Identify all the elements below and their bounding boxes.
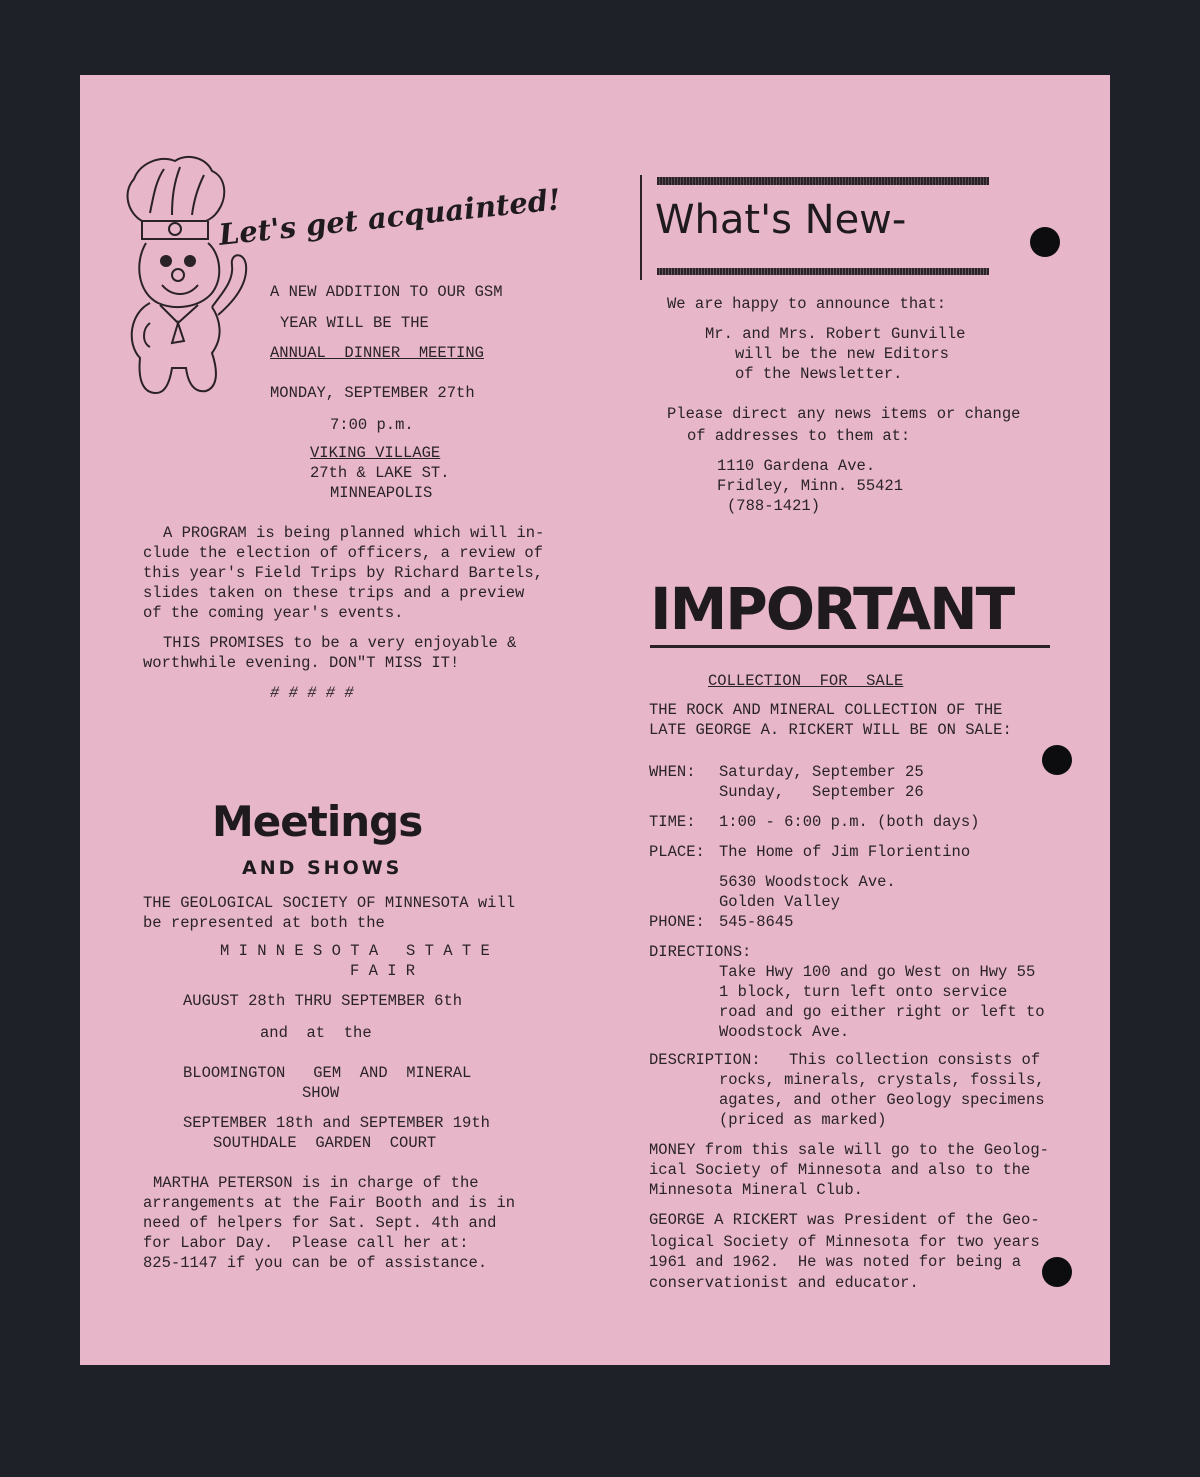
punch-hole: [1042, 1257, 1072, 1287]
meetings-subtitle: AND SHOWS: [242, 857, 403, 879]
whats-new-top-rule: [657, 177, 989, 185]
dinner-date: MONDAY, SEPTEMBER 27th: [270, 384, 475, 402]
martha-line: MARTHA PETERSON is in charge of the: [153, 1174, 479, 1192]
bloomington-line-2: SHOW: [302, 1084, 340, 1102]
whats-new-vertical-rule: [640, 175, 642, 280]
dinner-venue: VIKING VILLAGE: [310, 444, 441, 462]
show-venue: SOUTHDALE GARDEN COURT: [213, 1134, 437, 1152]
bloomington-line-1: BLOOMINGTON GEM AND MINERAL: [183, 1064, 472, 1082]
martha-line: arrangements at the Fair Booth and is in: [143, 1194, 516, 1212]
whats-new-bottom-rule: [657, 268, 989, 275]
money-line: MONEY from this sale will go to the Geolog-: [649, 1141, 1049, 1159]
time-label: TIME:: [649, 813, 696, 831]
editors-line-3: of the Newsletter.: [735, 365, 903, 383]
announce-line: We are happy to announce that:: [667, 295, 947, 313]
collection-title: COLLECTION FOR SALE: [708, 672, 904, 690]
george-line: GEORGE A RICKERT was President of the Geo-: [649, 1211, 1040, 1229]
description-line: agates, and other Geology specimens: [719, 1091, 1045, 1109]
address-line-2: Fridley, Minn. 55421: [717, 477, 904, 495]
program-line: A PROGRAM is being planned which will in-: [163, 524, 545, 542]
martha-line: need of helpers for Sat. Sept. 4th and: [143, 1214, 497, 1232]
rock-line-2: LATE GEORGE A. RICKERT WILL BE ON SALE:: [649, 721, 1012, 739]
description-line: rocks, minerals, crystals, fossils,: [719, 1071, 1045, 1089]
dinner-line-3: ANNUAL DINNER MEETING: [270, 344, 484, 362]
editors-line-1: Mr. and Mrs. Robert Gunville: [705, 325, 966, 343]
punch-hole: [1042, 745, 1072, 775]
description-first: This collection consists of: [789, 1051, 1041, 1069]
martha-line: for Labor Day. Please call her at:: [143, 1234, 469, 1252]
dinner-city: MINNEAPOLIS: [330, 484, 433, 502]
when-line-1: Saturday, September 25: [719, 763, 924, 781]
lets-get-acquainted-heading: Let's get acquainted!: [217, 182, 563, 252]
directions-line: Take Hwy 100 and go West on Hwy 55: [719, 963, 1036, 981]
money-line: Minnesota Mineral Club.: [649, 1181, 863, 1199]
editors-line-2: will be the new Editors: [735, 345, 949, 363]
and-at-the: and at the: [260, 1024, 372, 1042]
dinner-time: 7:00 p.m.: [330, 416, 414, 434]
place-address-1: 5630 Woodstock Ave.: [719, 873, 896, 891]
direct-line-1: Please direct any news items or change: [667, 405, 1021, 423]
program-line: this year's Field Trips by Richard Bartels,: [143, 564, 543, 582]
george-line: conservationist and educator.: [649, 1274, 919, 1292]
gsm-line-2: be represented at both the: [143, 914, 385, 932]
whats-new-heading: What's New-: [655, 197, 907, 243]
george-line: logical Society of Minnesota for two years: [649, 1233, 1040, 1251]
doughboy-mascot-icon: [120, 153, 260, 398]
when-line-2: Sunday, September 26: [719, 783, 924, 801]
program-line: clude the election of officers, a review of: [143, 544, 543, 562]
phone-value: 545-8645: [719, 913, 794, 931]
address-line-1: 1110 Gardena Ave.: [717, 457, 876, 475]
phone-label: PHONE:: [649, 913, 705, 931]
description-label: DESCRIPTION:: [649, 1051, 761, 1069]
show-dates: SEPTEMBER 18th and SEPTEMBER 19th: [183, 1114, 490, 1132]
martha-line: 825-1147 if you can be of assistance.: [143, 1254, 488, 1272]
meetings-title: Meetings: [212, 797, 423, 846]
punch-hole: [1030, 227, 1060, 257]
promise-line-2: worthwhile evening. DON"T MISS IT!: [143, 654, 460, 672]
place-label: PLACE:: [649, 843, 705, 861]
dinner-line-1: A NEW ADDITION TO OUR GSM: [270, 283, 503, 301]
place-address-2: Golden Valley: [719, 893, 840, 911]
rock-line-1: THE ROCK AND MINERAL COLLECTION OF THE: [649, 701, 1003, 719]
gsm-line-1: THE GEOLOGICAL SOCIETY OF MINNESOTA will: [143, 894, 516, 912]
directions-line: road and go either right or left to: [719, 1003, 1045, 1021]
when-label: WHEN:: [649, 763, 696, 781]
direct-line-2: of addresses to them at:: [687, 427, 911, 445]
program-line: of the coming year's events.: [143, 604, 404, 622]
section-divider-hashes: # # # # #: [270, 684, 354, 702]
directions-label: DIRECTIONS:: [649, 943, 752, 961]
dinner-street: 27th & LAKE ST.: [310, 464, 450, 482]
program-line: slides taken on these trips and a preview: [143, 584, 525, 602]
place-value: The Home of Jim Florientino: [719, 843, 971, 861]
directions-line: Woodstock Ave.: [719, 1023, 850, 1041]
time-value: 1:00 - 6:00 p.m. (both days): [719, 813, 980, 831]
george-line: 1961 and 1962. He was noted for being a: [649, 1253, 1022, 1271]
promise-line-1: THIS PROMISES to be a very enjoyable &: [163, 634, 517, 652]
important-underline: [650, 645, 1050, 648]
newsletter-page: [80, 75, 1110, 1365]
state-fair-line-1: M I N N E S O T A S T A T E: [220, 942, 490, 960]
money-line: ical Society of Minnesota and also to the: [649, 1161, 1031, 1179]
address-line-3: (788-1421): [727, 497, 821, 515]
dinner-line-2: YEAR WILL BE THE: [280, 314, 429, 332]
state-fair-line-2: F A I R: [350, 962, 416, 980]
description-line: (priced as marked): [719, 1111, 887, 1129]
directions-line: 1 block, turn left onto service: [719, 983, 1008, 1001]
fair-dates: AUGUST 28th THRU SEPTEMBER 6th: [183, 992, 463, 1010]
important-heading: IMPORTANT: [650, 575, 1014, 643]
